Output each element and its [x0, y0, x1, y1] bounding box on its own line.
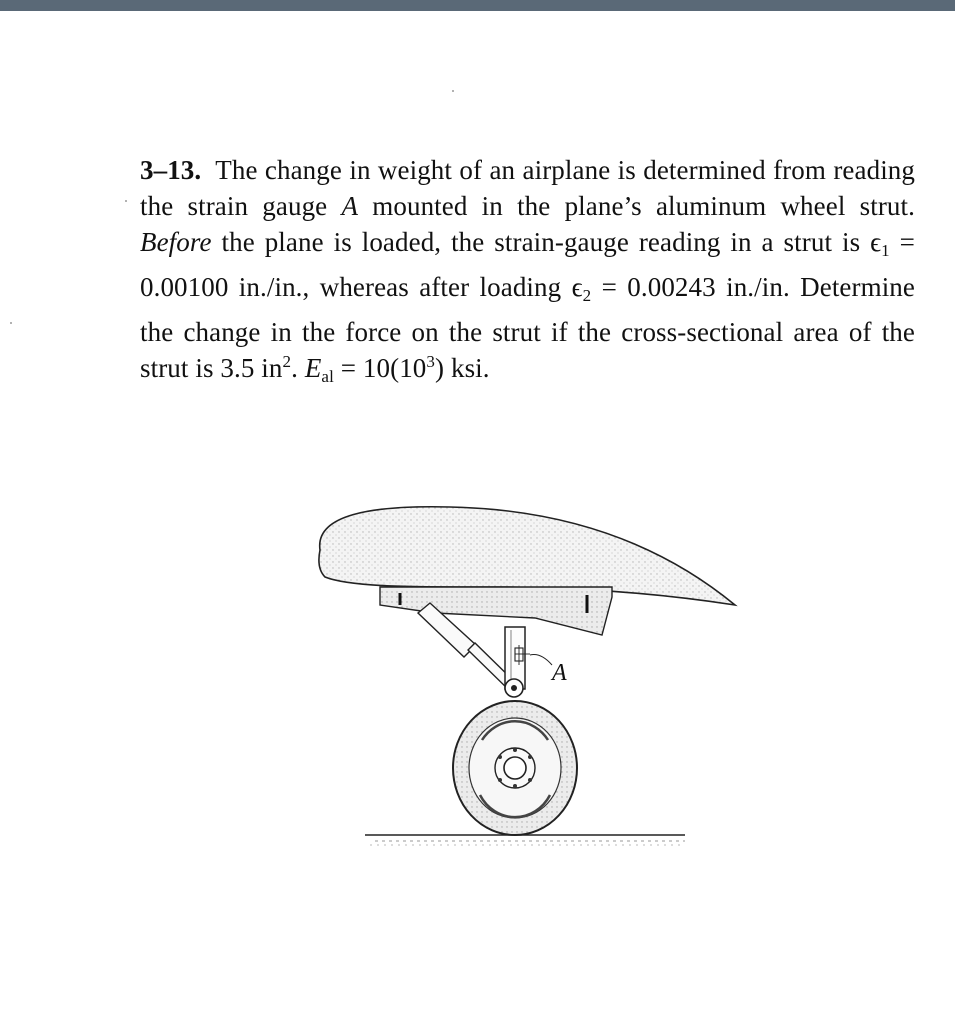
gauge-label: A — [552, 660, 567, 686]
scan-speck — [10, 322, 12, 324]
area-exponent: 2 — [282, 352, 292, 371]
modulus-subscript: al — [321, 367, 334, 386]
epsilon-symbol: ϵ — [870, 227, 882, 257]
epsilon-symbol: ϵ — [571, 272, 583, 302]
modulus-symbol: E — [304, 353, 322, 383]
window-top-bar — [0, 0, 955, 11]
airplane-landing-gear-figure — [290, 495, 770, 875]
gauge-leader-line — [530, 654, 552, 665]
problem-text-3: the plane is loaded, the strain-gauge reading in a strut is — [211, 227, 871, 257]
problem-text-1: The change in weight of an airplane is determined from reading the strain gauge — [140, 155, 915, 221]
problem-text-6: ) ksi. — [435, 353, 490, 383]
epsilon-1-subscript: 1 — [881, 241, 890, 260]
epsilon-2-subscript: 2 — [582, 286, 592, 305]
gauge-letter: A — [341, 191, 359, 221]
wing-fairing — [380, 587, 612, 635]
problem-text-2: mounted in the plane’s aluminum wheel strut. — [358, 191, 915, 221]
problem-number: 3–13. — [140, 155, 202, 185]
scan-speck — [125, 200, 127, 202]
before-word: Before — [140, 227, 212, 257]
strain-1-equation: = 0.00100 in./in., whereas after loading — [140, 227, 915, 302]
problem-text-4: . — [291, 353, 305, 383]
wheel-icon — [453, 701, 577, 835]
problem-statement — [140, 152, 915, 395]
strain-2-equation: = 0.00243 in./in. Determine the change in the force on the strut if the cross-sectional area of the strut is 3.5 in — [140, 272, 915, 383]
scan-speck — [452, 90, 454, 92]
modulus-exponent: 3 — [426, 352, 436, 371]
modulus-equation: = 10(10 — [333, 353, 427, 383]
